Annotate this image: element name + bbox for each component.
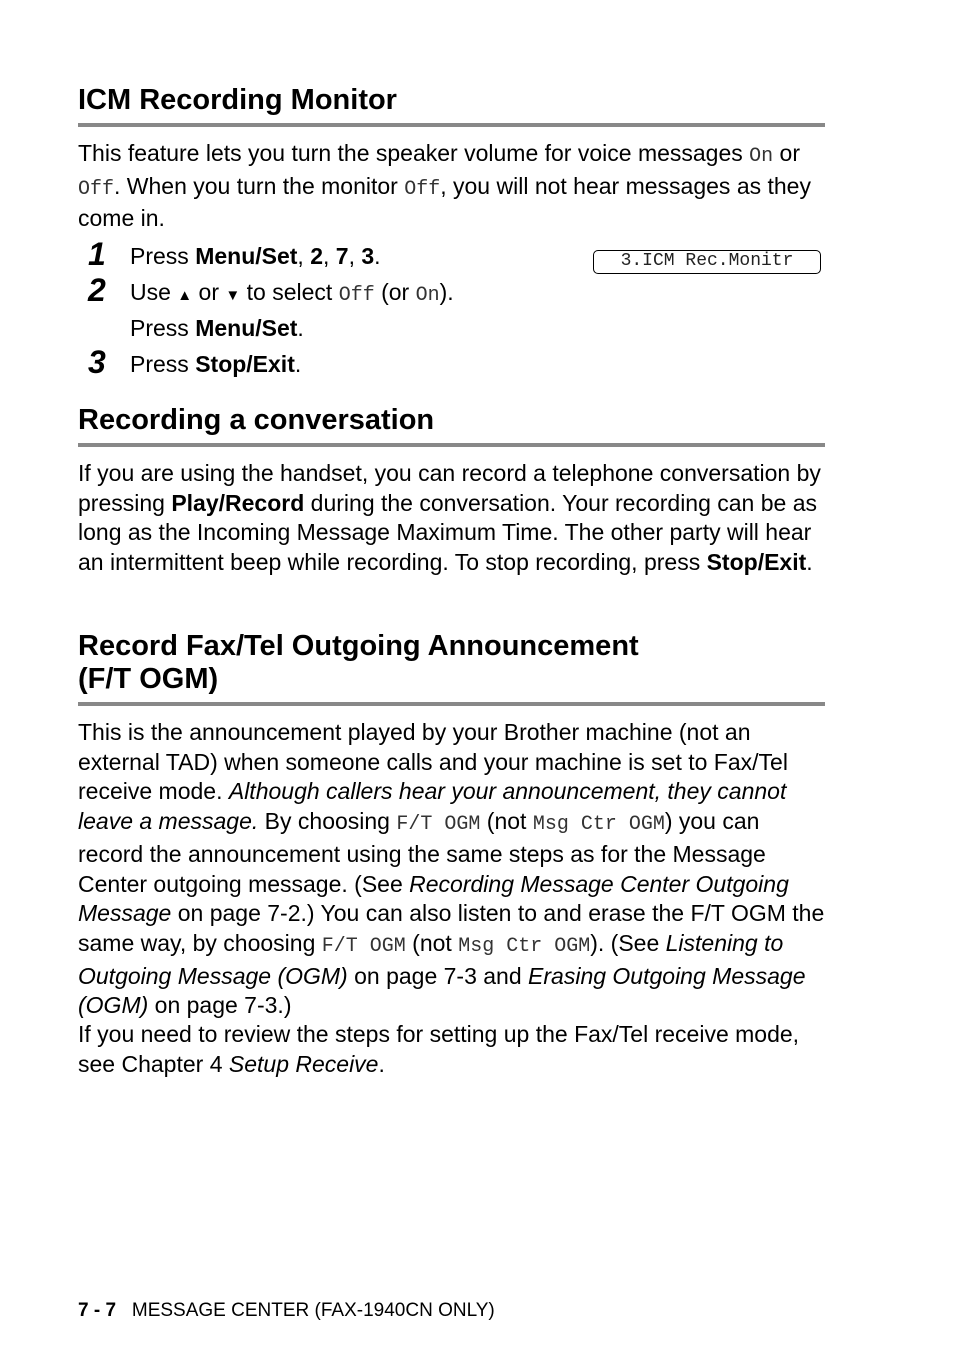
paragraph-fax-tel-setup: If you need to review the steps for setting up the Fax/Tel receive mode, see Chapter 4 Setup Receive.	[78, 1021, 800, 1077]
lcd-display: 3.ICM Rec.Monitr	[593, 250, 821, 274]
heading-rule	[78, 123, 825, 127]
page-number: 7 - 7	[78, 1300, 117, 1321]
step-number-1: 1	[88, 236, 106, 272]
step-number-3: 3	[88, 344, 106, 380]
down-arrow-icon: ▼	[225, 287, 241, 304]
page-footer	[78, 1300, 495, 1322]
step-2-press-text: Press Menu/Set.	[130, 315, 304, 341]
paragraph-ft-ogm: This is the announcement played by your Brother machine (not an external TAD) when someone calls and your machine is set to Fax/Tel receive mode. Although callers hear your announcement, they cannot leave a message. By choosing F/T OGM (not Msg Ctr OGM) you can record the announcement using the same steps as for the Message Center outgoing message. (See Recording Message Center Outgoing Message on page 7-2.) You can also listen to and erase the F/T OGM the same way, by choosing F/T OGM (not Msg Ctr OGM). (See Listening to Outgoing Message (OGM) on page 7-3 and Erasing Outgoing Message (OGM) on page 7-3.)	[78, 719, 825, 1019]
heading-rule	[78, 443, 825, 447]
heading-recording-a-conversation: Recording a conversation	[78, 404, 435, 436]
heading-rule	[78, 702, 825, 706]
step-1-text: Press Menu/Set, 2, 7, 3.	[130, 243, 381, 269]
chapter-title: MESSAGE CENTER (FAX-1940CN ONLY)	[131, 1300, 495, 1321]
paragraph-icm-intro: This feature lets you turn the speaker volume for voice messages On or Off. When you turn the monitor Off, you will not hear messages as they come in.	[78, 140, 811, 232]
heading-icm-recording-monitor: ICM Recording Monitor	[78, 84, 397, 116]
heading-record-fax-tel-ogm: Record Fax/Tel Outgoing Announcement (F/T OGM)	[78, 630, 639, 695]
up-arrow-icon: ▲	[177, 287, 193, 304]
step-number-2: 2	[88, 272, 106, 308]
step-3-text: Press Stop/Exit.	[130, 351, 302, 377]
step-2-text: Use ▲ or ▼ to select Off (or On).	[130, 279, 454, 307]
paragraph-recording-conversation: If you are using the handset, you can record a telephone conversation by pressing Play/Record during the conversation. Your recording can be as long as the Incoming Message Maximum Time. The other party will hear an intermittent beep while recording. To stop recording, press Stop/Exit.	[78, 460, 821, 576]
